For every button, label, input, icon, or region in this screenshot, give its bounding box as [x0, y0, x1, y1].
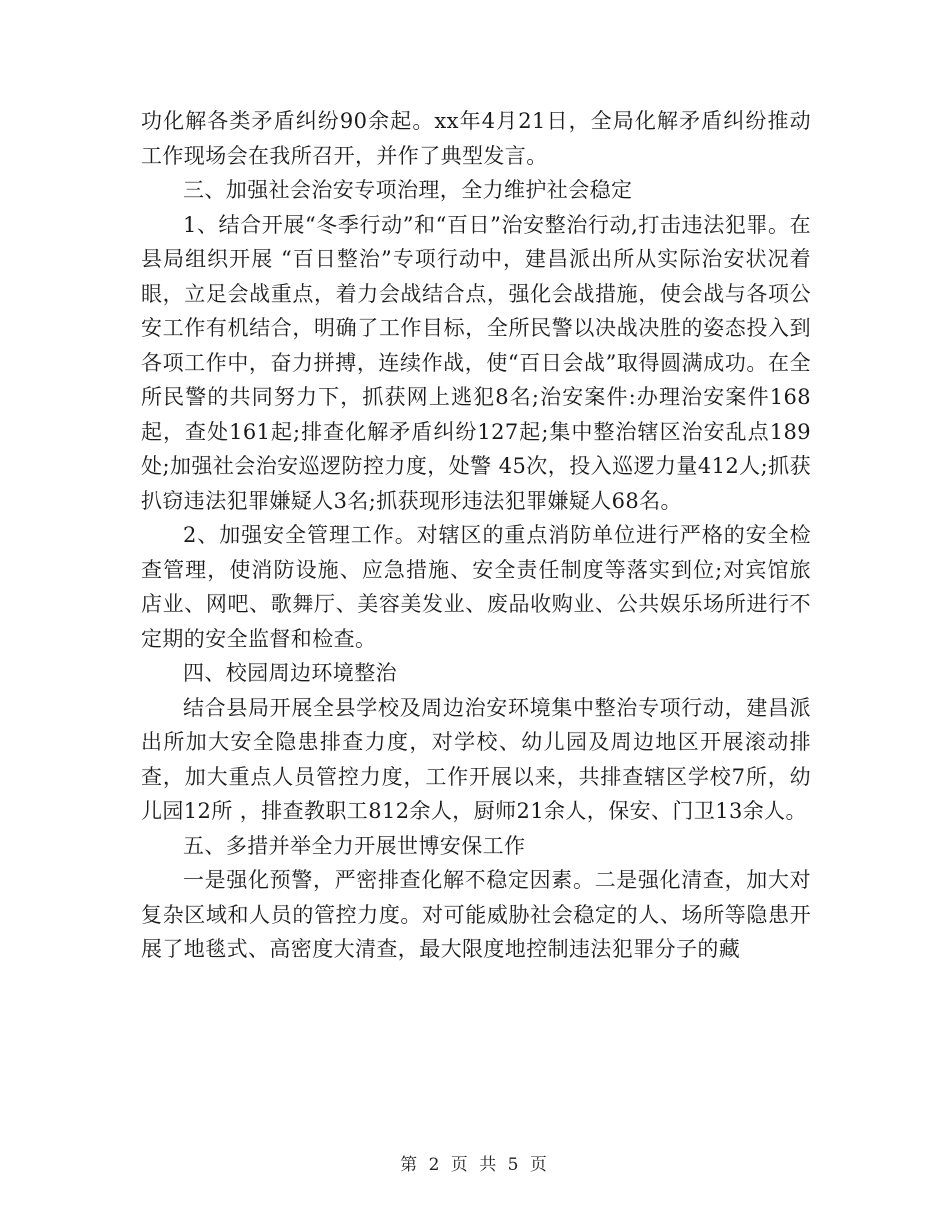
section-heading-4: 四、校园周边环境整治 — [183, 661, 397, 685]
paragraph-safety-management: 2、加强安全管理工作。对辖区的重点消防单位进行严格的安全检查管理，使消防设施、应急措施、安全责任制度等落实到位;对宾馆旅店业、网吧、歌舞厅、美容美发业、废品收购业、公共娱乐场所进行不定期的安全监督和检查。 — [141, 523, 811, 651]
paragraph-expo-security: 一是强化预警，严密排查化解不稳定因素。二是强化清查，加大对复杂区域和人员的管控力度。对可能威胁社会稳定的人、场所等隐患开展了地毯式、高密度大清查，最大限度地控制违法犯罪分子的藏 — [141, 868, 811, 961]
paragraph-campus: 结合县局开展全县学校及周边治安环境集中整治专项行动，建昌派出所加大安全隐患排查力度，对学校、幼儿园及周边地区开展滚动排查，加大重点人员管控力度，工作开展以来，共排查辖区学校7所，幼儿园12所 ，排查教职工812余人，厨师21余人，保安、门卫13余人。 — [141, 695, 811, 823]
paragraph-crackdown: 1、结合开展“冬季行动”和“百日”治安整治行动,打击违法犯罪。在县局组织开展 “百日整治”专项行动中，建昌派出所从实际治安状况着眼，立足会战重点，着力会战结合点，强化会战措施，使会战与各项公安工作有机结合，明确了工作目标，全所民警以决战决胜的姿态投入到各项工作中，奋力拼搏，连续作战，使“百日会战”取得圆满成功。在全所民警的共同努力下，抓获网上逃犯8名;治安案件:办理治安案件168起，查处161起;排查化解矛盾纠纷127起;集中整治辖区治安乱点189处;加强社会治安巡逻防控力度，处警 45次，投入巡逻力量412人;抓获扒窃违法犯罪嫌疑人3名;抓获现形违法犯罪嫌疑人68名。 — [141, 212, 811, 513]
section-heading-5: 五、多措并举全力开展世博安保工作 — [183, 833, 526, 858]
page-number-footer: 第 2 页 共 5 页 — [400, 1155, 550, 1175]
paragraph-continuation: 功化解各类矛盾纠纷90余起。xx年4月21日，全局化解矛盾纠纷推动工作现场会在我所召开，并作了典型发言。 — [141, 109, 811, 168]
document-body — [141, 104, 811, 967]
section-heading-3: 三、加强社会治安专项治理，全力维护社会稳定 — [183, 178, 633, 202]
